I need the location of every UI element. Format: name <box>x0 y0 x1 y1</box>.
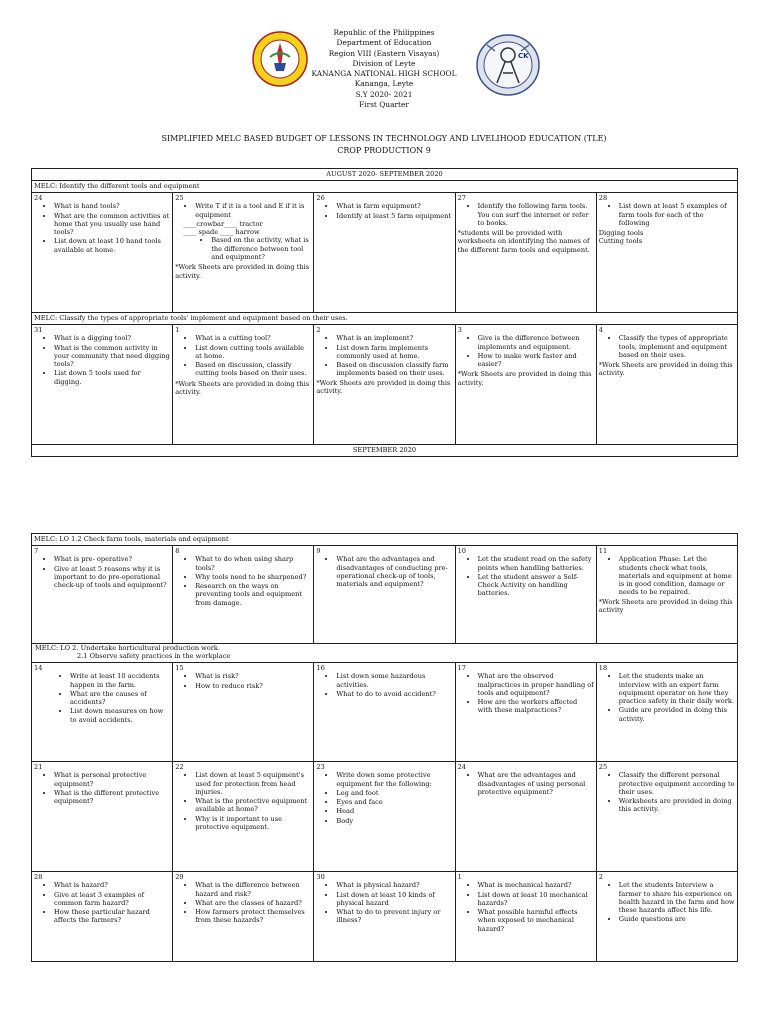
list-item: • What is the different protective equipment? <box>54 789 170 806</box>
header-school-name: KANANGA NATIONAL HIGH SCHOOL <box>311 69 457 79</box>
list-item: • How to make work faster and easier? <box>478 352 594 369</box>
worksheet-note: *Work Sheets are provided in doing this activity. <box>316 378 451 396</box>
header-line: Region VIII (Eastern Visayas) <box>328 48 440 58</box>
list-item: • What possible harmful effects when exposed to mechanical hazard? <box>478 908 594 933</box>
day-cell <box>32 193 173 313</box>
day-number: 27 <box>457 194 466 202</box>
day-cell <box>32 546 173 644</box>
header-line: Republic of the Philippines <box>333 28 435 37</box>
list-item: • What is a cutting tool? <box>195 334 311 342</box>
list-item: • What is physical hazard? <box>336 881 452 889</box>
day-cell <box>32 762 173 872</box>
day-number: 9 <box>316 547 321 555</box>
day-number: 22 <box>175 763 184 771</box>
list-item: • Why is it important to use protective equipment. <box>195 815 311 832</box>
day-number: 17 <box>457 664 466 672</box>
worksheet-note: *Work Sheets are provided in doing this activity. <box>175 379 310 397</box>
list-item: • What to do to avoid accident? <box>336 690 452 698</box>
day-number: 24 <box>457 763 466 771</box>
document-header <box>0 28 768 110</box>
list-item: • List down farm implements commonly used at home. <box>336 344 452 361</box>
list-item: • Research on the ways on preventing tools and equipment from damage. <box>195 582 311 607</box>
day-cell <box>173 762 314 872</box>
worksheet-note: *Work Sheets are provided in doing this activity. <box>175 263 310 280</box>
list-item: • What is mechanical hazard? <box>478 881 594 889</box>
list-item: • What is pre- operative? <box>54 555 170 563</box>
day-number: 26 <box>316 194 325 202</box>
day-cell <box>596 872 737 962</box>
list-item: • Based on discussion classify farm implements based on their uses. <box>336 361 452 378</box>
melc-text: MELC: LO 2. Undertake horticultural production work. <box>35 644 221 652</box>
list-item: • What to do when using sharp tools? <box>195 555 311 572</box>
melc-row: MELC: LO 1.2 Check farm tools, materials and equipment <box>32 534 738 546</box>
seal-lettering: CK <box>518 52 529 60</box>
month-banner: SEPTEMBER 2020 <box>32 445 738 457</box>
list-item: • What are the observed malpractices in proper handling of tools and equipment? <box>478 672 594 697</box>
day-cell <box>314 872 455 962</box>
day-number: 10 <box>457 547 466 555</box>
day-cell <box>173 325 314 445</box>
document-subtitle: CROP PRODUCTION 9 <box>337 146 431 155</box>
day-cell <box>173 872 314 962</box>
day-number: 1 <box>175 326 180 334</box>
list-item: • Identify at least 5 farm equipment <box>336 212 452 220</box>
list-item: • Let the students Interview a farmer to share his experience on health hazard in the farm and how these hazards affect his life. <box>619 881 735 914</box>
day-cell <box>596 325 737 445</box>
header-line: Department of Education <box>336 38 432 48</box>
category-label: Cutting tools <box>598 237 643 246</box>
day-cell <box>596 762 737 872</box>
list-item: • What are the advantages and disadvantages of conducting pre-operational check-up of tools, materials and equipment? <box>336 555 452 588</box>
day-number: 11 <box>598 547 608 555</box>
day-number: 7 <box>34 547 39 555</box>
day-number: 3 <box>457 326 462 334</box>
list-item: • Leg and foot <box>336 789 452 797</box>
list-item: • List down at least 10 mechanical hazards? <box>478 891 594 908</box>
worksheet-note: *students will be provided with worksheets on identifying the names of the different farm tools and equipment. <box>457 229 590 254</box>
list-item: • List down at least 10 hand tools available at home. <box>54 237 170 254</box>
melc-row: MELC: Classify the types of appropriate tools' implement and equipment based on their uses. <box>32 313 738 325</box>
list-item: • Application Phase: Let the students check what tools, materials and equipment at home is in good condition, damage or needs to be repaired. <box>619 555 735 596</box>
list-item: • What is risk? <box>195 672 311 680</box>
category-label: Digging tools <box>598 229 644 238</box>
day-cell <box>455 663 596 762</box>
week-row <box>32 325 738 445</box>
day-cell <box>314 762 455 872</box>
list-item: • List down measures on how to avoid accidents. <box>70 707 170 724</box>
list-item: • Eyes and face <box>336 798 452 806</box>
list-item: • What is personal protective equipment? <box>54 771 170 788</box>
list-item: • Write T if it is a tool and E if it is equipment <box>195 202 311 219</box>
list-item: • Body <box>336 817 452 825</box>
blank-line: ____crowbar____ tractor <box>183 219 263 228</box>
day-cell <box>32 663 173 762</box>
lesson-table-aug-sep <box>31 168 738 457</box>
list-item: • What is farm equipment? <box>336 202 452 210</box>
day-cell <box>455 762 596 872</box>
list-item: • What is the difference between hazard and risk? <box>195 881 311 898</box>
worksheet-note: *Work Sheets are provided in doing this activity. <box>598 361 733 378</box>
list-item: • What are the classes of hazard? <box>195 899 311 907</box>
day-number: 16 <box>316 664 325 672</box>
day-number: 8 <box>175 547 180 555</box>
day-number: 18 <box>598 664 608 672</box>
day-cell <box>455 872 596 962</box>
melc-row: MELC: Identify the different tools and equipment <box>32 181 738 193</box>
list-item: • Worksheets are provided in doing this activity. <box>619 797 735 814</box>
list-item: • Write down some protective equipment for the following: <box>336 771 452 788</box>
month-banner: AUGUST 2020- SEPTEMBER 2020 <box>32 169 738 181</box>
list-item: • Classify the different personal protective equipment according to their uses. <box>619 771 735 796</box>
day-cell <box>596 546 737 644</box>
day-number: 30 <box>316 873 325 881</box>
list-item: • List down at least 5 examples of farm tools for each of the following <box>619 202 735 227</box>
day-cell <box>32 872 173 962</box>
day-cell <box>455 546 596 644</box>
list-item: • Based on discussion, classify cutting tools based on their uses. <box>195 361 311 378</box>
week-row <box>32 546 738 644</box>
day-cell <box>32 325 173 445</box>
document-title: SIMPLIFIED MELC BASED BUDGET OF LESSONS IN TECHNOLOGY AND LIVELIHOOD EDUCATION (TLE) <box>161 134 607 143</box>
worksheet-note: *Work Sheets are provided in doing this activity. <box>457 370 592 387</box>
week-row <box>32 762 738 872</box>
week-row <box>32 193 738 313</box>
tle-seal-logo <box>475 33 541 97</box>
day-number: 28 <box>34 873 43 881</box>
week-row <box>32 872 738 962</box>
list-item: • Head <box>336 807 452 815</box>
header-line: Kananga, Leyte <box>354 79 414 89</box>
day-cell <box>173 546 314 644</box>
list-item: • Identify the following farm tools. You can surf the internet or refer to books. <box>478 202 594 227</box>
list-item: • List down some hazardous activities. <box>336 672 452 689</box>
list-item: • Give at least 3 examples of common farm hazard? <box>54 891 170 908</box>
day-number: 14 <box>34 664 43 672</box>
list-item: • How to reduce risk? <box>195 682 311 690</box>
day-cell <box>173 193 314 313</box>
list-item: • How these particular hazard affects the farmers? <box>54 908 170 925</box>
list-item: • List down at least 5 equipment's used for protection from head injuries. <box>195 771 311 796</box>
list-item: • How are the workers affected with these malpractices? <box>478 698 594 715</box>
melc-row <box>32 644 738 663</box>
list-item: • Guide are provided in doing this activity. <box>619 706 735 723</box>
list-item: • What is an implement? <box>336 334 452 342</box>
list-item: • List down at least 10 kinds of physical hazard <box>336 891 452 908</box>
day-cell <box>596 663 737 762</box>
day-cell <box>455 193 596 313</box>
list-item: • List down 5 tools used for digging. <box>54 369 170 386</box>
list-item: • Based on the activity, what is the difference between tool and equipment? <box>211 236 311 261</box>
day-cell <box>596 193 737 313</box>
list-item: • What are the common activities at home that you usually use hand tools? <box>54 212 170 237</box>
day-number: 28 <box>598 194 608 202</box>
day-cell <box>173 663 314 762</box>
day-number: 1 <box>457 873 462 881</box>
day-number: 15 <box>175 664 184 672</box>
day-cell <box>314 663 455 762</box>
school-seal-logo <box>252 31 308 87</box>
header-line: S.Y 2020- 2021 <box>355 89 413 99</box>
list-item: • What to do to prevent injury or illness? <box>336 908 452 925</box>
list-item: • Let the student answer a Self-Check Activity on handling batteries. <box>478 573 594 598</box>
day-number: 25 <box>598 763 608 771</box>
list-item: • What is hand tools? <box>54 202 170 210</box>
list-item: • Guide questions are <box>619 915 735 923</box>
list-item: • Why tools need to be sharpened? <box>195 573 311 581</box>
day-cell <box>314 193 455 313</box>
list-item: • What is the protective equipment available at home? <box>195 797 311 814</box>
day-number: 25 <box>175 194 184 202</box>
list-item: • Let the students make an interview with an expert farm equipment operator on how they practice safety in their daily work. <box>619 672 735 705</box>
list-item: • What are the advantages and disadvantages of using personal protective equipment? <box>478 771 594 796</box>
day-number: 2 <box>316 326 321 334</box>
header-line: Division of Leyte <box>352 58 416 68</box>
melc-subtext: 2.1 Observe safety practices in the workplace <box>77 652 231 661</box>
list-item: • Give at least 5 reasons why it is important to do pre-operational check-up of tools and equipment? <box>54 565 170 590</box>
blank-line: ____ spade ____ harrow <box>183 228 260 237</box>
list-item: • List down cutting tools available at home. <box>195 344 311 361</box>
day-cell <box>455 325 596 445</box>
list-item: • Write at least 10 accidents happen in the farm. <box>70 672 170 689</box>
list-item: • Let the student read on the safety points when handling batteries. <box>478 555 594 572</box>
worksheet-note: *Work Sheets are provided in doing this activity <box>598 597 733 615</box>
lesson-table-september <box>31 533 738 962</box>
day-cell <box>314 325 455 445</box>
day-number: 31 <box>34 326 43 334</box>
list-item: • What are the causes of accidents? <box>70 690 170 707</box>
day-number: 29 <box>175 873 184 881</box>
day-number: 23 <box>316 763 325 771</box>
day-number: 4 <box>598 326 603 334</box>
week-row <box>32 663 738 762</box>
day-number: 2 <box>598 873 603 881</box>
day-number: 24 <box>34 194 43 202</box>
day-number: 21 <box>34 763 43 771</box>
list-item: • What is hazard? <box>54 881 170 889</box>
header-line: First Quarter <box>359 100 409 110</box>
list-item: • Classify the types of appropriate tools, implement and equipment based on their uses. <box>619 334 735 359</box>
list-item: • What is the common activity in your community that need digging tools? <box>54 344 170 369</box>
list-item: • How farmers protect themselves from these hazards? <box>195 908 311 925</box>
list-item: • What is a digging tool? <box>54 334 170 342</box>
list-item: • Give is the difference between implements and equipment. <box>478 334 594 351</box>
day-cell <box>314 546 455 644</box>
